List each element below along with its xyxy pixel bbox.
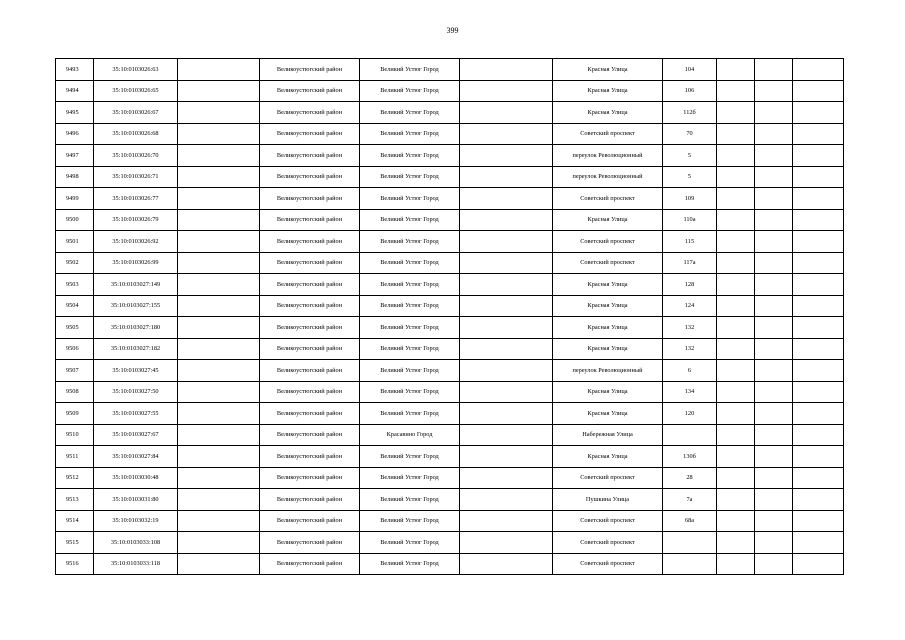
table-row [56,446,844,468]
empty-cell [755,166,793,188]
row-number-cell: 9513 [56,489,94,511]
settlement-cell: Великий Устюг Город [360,209,460,231]
district-cell: Великоустюгский район [260,123,360,145]
street-cell: Красная Улица [553,446,663,468]
street-cell: Красная Улица [553,80,663,102]
row-number-cell: 9499 [56,188,94,210]
district-cell: Великоустюгский район [260,467,360,489]
district-cell: Великоустюгский район [260,510,360,532]
empty-cell [755,489,793,511]
table-row [56,145,844,167]
empty-cell [755,274,793,296]
cadastral-number-cell: 35:10:0103026:71 [94,166,178,188]
empty-cell [178,102,260,124]
empty-cell [793,274,844,296]
empty-cell [717,403,755,425]
house-number-cell: 5 [663,145,717,167]
district-cell: Великоустюгский район [260,553,360,575]
empty-cell [717,532,755,554]
empty-cell [755,231,793,253]
settlement-cell: Великий Устюг Город [360,360,460,382]
district-cell: Великоустюгский район [260,188,360,210]
table-row [56,295,844,317]
cadastral-number-cell: 35:10:0103026:77 [94,188,178,210]
district-cell: Великоустюгский район [260,59,360,81]
empty-cell [460,102,553,124]
row-number-cell: 9512 [56,467,94,489]
empty-cell [178,467,260,489]
empty-cell [717,209,755,231]
row-number-cell: 9500 [56,209,94,231]
empty-cell [460,510,553,532]
empty-cell [717,123,755,145]
empty-cell [717,467,755,489]
cadastral-number-cell: 35:10:0103027:50 [94,381,178,403]
cadastral-number-cell: 35:10:0103027:67 [94,424,178,446]
house-number-cell: 106 [663,80,717,102]
house-number-cell: 104 [663,59,717,81]
empty-cell [793,360,844,382]
settlement-cell: Великий Устюг Город [360,510,460,532]
settlement-cell: Великий Устюг Город [360,532,460,554]
table-row [56,123,844,145]
settlement-cell: Великий Устюг Город [360,467,460,489]
street-cell: Советский проспект [553,553,663,575]
empty-cell [793,553,844,575]
empty-cell [755,188,793,210]
district-cell: Великоустюгский район [260,209,360,231]
empty-cell [178,360,260,382]
empty-cell [178,80,260,102]
empty-cell [178,446,260,468]
empty-cell [793,446,844,468]
empty-cell [793,424,844,446]
empty-cell [755,338,793,360]
district-cell: Великоустюгский район [260,252,360,274]
row-number-cell: 9516 [56,553,94,575]
empty-cell [178,252,260,274]
settlement-cell: Великий Устюг Город [360,295,460,317]
district-cell: Великоустюгский район [260,403,360,425]
house-number-cell: 112б [663,102,717,124]
house-number-cell: 124 [663,295,717,317]
street-cell: Красная Улица [553,102,663,124]
empty-cell [717,338,755,360]
row-number-cell: 9515 [56,532,94,554]
cadastral-number-cell: 35:10:0103030:48 [94,467,178,489]
empty-cell [178,295,260,317]
empty-cell [755,360,793,382]
row-number-cell: 9514 [56,510,94,532]
street-cell: переулок Революционный [553,166,663,188]
row-number-cell: 9507 [56,360,94,382]
empty-cell [178,381,260,403]
empty-cell [460,231,553,253]
empty-cell [717,295,755,317]
house-number-cell: 28 [663,467,717,489]
house-number-cell: 7а [663,489,717,511]
empty-cell [793,145,844,167]
table-row [56,553,844,575]
street-cell: Красная Улица [553,403,663,425]
house-number-cell [663,532,717,554]
empty-cell [460,252,553,274]
table-row [56,467,844,489]
empty-cell [717,510,755,532]
registry-body [56,59,844,575]
row-number-cell: 9508 [56,381,94,403]
empty-cell [793,123,844,145]
empty-cell [178,489,260,511]
cadastral-number-cell: 35:10:0103026:65 [94,80,178,102]
empty-cell [793,338,844,360]
street-cell: Советский проспект [553,123,663,145]
street-cell: Советский проспект [553,467,663,489]
row-number-cell: 9497 [56,145,94,167]
settlement-cell: Великий Устюг Город [360,553,460,575]
house-number-cell: 115 [663,231,717,253]
empty-cell [793,209,844,231]
house-number-cell: 120 [663,403,717,425]
house-number-cell [663,424,717,446]
empty-cell [755,317,793,339]
empty-cell [460,532,553,554]
settlement-cell: Великий Устюг Город [360,231,460,253]
empty-cell [755,102,793,124]
house-number-cell: 128 [663,274,717,296]
house-number-cell: 132 [663,338,717,360]
empty-cell [755,252,793,274]
district-cell: Великоустюгский район [260,489,360,511]
empty-cell [793,252,844,274]
cadastral-number-cell: 35:10:0103027:45 [94,360,178,382]
empty-cell [793,166,844,188]
district-cell: Великоустюгский район [260,338,360,360]
table-row [56,489,844,511]
table-row [56,102,844,124]
table-row [56,317,844,339]
empty-cell [717,188,755,210]
settlement-cell: Великий Устюг Город [360,252,460,274]
cadastral-number-cell: 35:10:0103027:180 [94,317,178,339]
settlement-cell: Великий Устюг Город [360,274,460,296]
empty-cell [178,166,260,188]
district-cell: Великоустюгский район [260,145,360,167]
empty-cell [178,123,260,145]
cadastral-number-cell: 35:10:0103026:67 [94,102,178,124]
empty-cell [460,467,553,489]
district-cell: Великоустюгский район [260,532,360,554]
empty-cell [178,317,260,339]
cadastral-number-cell: 35:10:0103026:79 [94,209,178,231]
house-number-cell [663,553,717,575]
cadastral-number-cell: 35:10:0103026:92 [94,231,178,253]
street-cell: Советский проспект [553,231,663,253]
house-number-cell: 109 [663,188,717,210]
table-row [56,532,844,554]
cadastral-number-cell: 35:10:0103026:68 [94,123,178,145]
street-cell: Советский проспект [553,188,663,210]
district-cell: Великоустюгский район [260,295,360,317]
empty-cell [178,145,260,167]
settlement-cell: Великий Устюг Город [360,102,460,124]
row-number-cell: 9511 [56,446,94,468]
empty-cell [793,231,844,253]
empty-cell [755,59,793,81]
settlement-cell: Великий Устюг Город [360,317,460,339]
empty-cell [793,188,844,210]
district-cell: Великоустюгский район [260,446,360,468]
page-number: 399 [446,26,459,35]
row-number-cell: 9493 [56,59,94,81]
cadastral-number-cell: 35:10:0103027:182 [94,338,178,360]
empty-cell [793,510,844,532]
settlement-cell: Великий Устюг Город [360,188,460,210]
row-number-cell: 9501 [56,231,94,253]
cadastral-number-cell: 35:10:0103031:80 [94,489,178,511]
empty-cell [793,295,844,317]
empty-cell [460,381,553,403]
empty-cell [717,446,755,468]
cadastral-number-cell: 35:10:0103026:63 [94,59,178,81]
street-cell: переулок Революционный [553,360,663,382]
empty-cell [717,381,755,403]
row-number-cell: 9509 [56,403,94,425]
district-cell: Великоустюгский район [260,381,360,403]
empty-cell [178,231,260,253]
table-row [56,274,844,296]
empty-cell [717,252,755,274]
district-cell: Великоустюгский район [260,80,360,102]
district-cell: Великоустюгский район [260,102,360,124]
settlement-cell: Великий Устюг Город [360,403,460,425]
street-cell: Красная Улица [553,381,663,403]
table-row [56,381,844,403]
empty-cell [460,209,553,231]
row-number-cell: 9495 [56,102,94,124]
row-number-cell: 9498 [56,166,94,188]
empty-cell [793,489,844,511]
empty-cell [178,338,260,360]
cadastral-number-cell: 35:10:0103027:155 [94,295,178,317]
empty-cell [755,123,793,145]
cadastral-number-cell: 35:10:0103027:55 [94,403,178,425]
row-number-cell: 9504 [56,295,94,317]
empty-cell [460,59,553,81]
empty-cell [178,209,260,231]
empty-cell [178,274,260,296]
district-cell: Великоустюгский район [260,424,360,446]
settlement-cell: Великий Устюг Город [360,80,460,102]
empty-cell [793,59,844,81]
registry-table [55,58,844,575]
house-number-cell: 68а [663,510,717,532]
empty-cell [178,510,260,532]
house-number-cell: 132 [663,317,717,339]
table-row [56,209,844,231]
empty-cell [460,424,553,446]
district-cell: Великоустюгский район [260,317,360,339]
empty-cell [755,209,793,231]
empty-cell [460,80,553,102]
street-cell: Советский проспект [553,252,663,274]
empty-cell [717,102,755,124]
street-cell: Красная Улица [553,338,663,360]
empty-cell [755,295,793,317]
empty-cell [178,188,260,210]
empty-cell [460,317,553,339]
cadastral-number-cell: 35:10:0103033:108 [94,532,178,554]
empty-cell [793,80,844,102]
table-row [56,80,844,102]
district-cell: Великоустюгский район [260,274,360,296]
empty-cell [755,424,793,446]
empty-cell [793,403,844,425]
empty-cell [178,553,260,575]
table-row [56,403,844,425]
empty-cell [755,446,793,468]
empty-cell [755,553,793,575]
empty-cell [460,295,553,317]
house-number-cell: 6 [663,360,717,382]
table-row [56,231,844,253]
table-row [56,59,844,81]
house-number-cell: 5 [663,166,717,188]
empty-cell [755,467,793,489]
empty-cell [460,360,553,382]
house-number-cell: 134 [663,381,717,403]
settlement-cell: Великий Устюг Город [360,381,460,403]
house-number-cell: 130б [663,446,717,468]
house-number-cell: 117а [663,252,717,274]
cadastral-number-cell: 35:10:0103027:149 [94,274,178,296]
empty-cell [717,424,755,446]
empty-cell [717,231,755,253]
empty-cell [793,381,844,403]
district-cell: Великоустюгский район [260,360,360,382]
empty-cell [460,403,553,425]
cadastral-number-cell: 35:10:0103033:118 [94,553,178,575]
street-cell: Пушкина Улица [553,489,663,511]
empty-cell [460,166,553,188]
street-cell: Советский проспект [553,510,663,532]
street-cell: Красная Улица [553,209,663,231]
empty-cell [717,317,755,339]
row-number-cell: 9496 [56,123,94,145]
street-cell: Красная Улица [553,274,663,296]
row-number-cell: 9503 [56,274,94,296]
empty-cell [178,59,260,81]
empty-cell [717,145,755,167]
settlement-cell: Великий Устюг Город [360,123,460,145]
settlement-cell: Великий Устюг Город [360,59,460,81]
empty-cell [755,532,793,554]
street-cell: переулок Революционный [553,145,663,167]
street-cell: Советский проспект [553,532,663,554]
cadastral-number-cell: 35:10:0103032:19 [94,510,178,532]
empty-cell [460,123,553,145]
empty-cell [460,145,553,167]
empty-cell [755,381,793,403]
table-row [56,510,844,532]
settlement-cell: Великий Устюг Город [360,145,460,167]
row-number-cell: 9510 [56,424,94,446]
empty-cell [793,467,844,489]
empty-cell [178,532,260,554]
street-cell: Красная Улица [553,317,663,339]
house-number-cell: 70 [663,123,717,145]
row-number-cell: 9502 [56,252,94,274]
row-number-cell: 9494 [56,80,94,102]
district-cell: Великоустюгский район [260,231,360,253]
empty-cell [460,553,553,575]
empty-cell [717,553,755,575]
settlement-cell: Великий Устюг Город [360,338,460,360]
table-row [56,252,844,274]
settlement-cell: Великий Устюг Город [360,446,460,468]
settlement-cell: Великий Устюг Город [360,489,460,511]
district-cell: Великоустюгский район [260,166,360,188]
empty-cell [755,403,793,425]
empty-cell [793,317,844,339]
empty-cell [460,338,553,360]
empty-cell [460,446,553,468]
empty-cell [717,80,755,102]
empty-cell [793,532,844,554]
empty-cell [755,80,793,102]
street-cell: Набережная Улица [553,424,663,446]
table-row [56,338,844,360]
empty-cell [460,489,553,511]
empty-cell [717,489,755,511]
empty-cell [793,102,844,124]
empty-cell [178,403,260,425]
row-number-cell: 9506 [56,338,94,360]
empty-cell [717,59,755,81]
street-cell: Красная Улица [553,59,663,81]
cadastral-number-cell: 35:10:0103027:84 [94,446,178,468]
house-number-cell: 110а [663,209,717,231]
empty-cell [717,274,755,296]
table-row [56,166,844,188]
row-number-cell: 9505 [56,317,94,339]
empty-cell [717,360,755,382]
table-row [56,360,844,382]
empty-cell [755,145,793,167]
empty-cell [717,166,755,188]
table-row [56,188,844,210]
empty-cell [460,274,553,296]
street-cell: Красная Улица [553,295,663,317]
cadastral-number-cell: 35:10:0103026:70 [94,145,178,167]
empty-cell [755,510,793,532]
table-row [56,424,844,446]
empty-cell [178,424,260,446]
settlement-cell: Красавино Город [360,424,460,446]
cadastral-number-cell: 35:10:0103026:99 [94,252,178,274]
settlement-cell: Великий Устюг Город [360,166,460,188]
empty-cell [460,188,553,210]
